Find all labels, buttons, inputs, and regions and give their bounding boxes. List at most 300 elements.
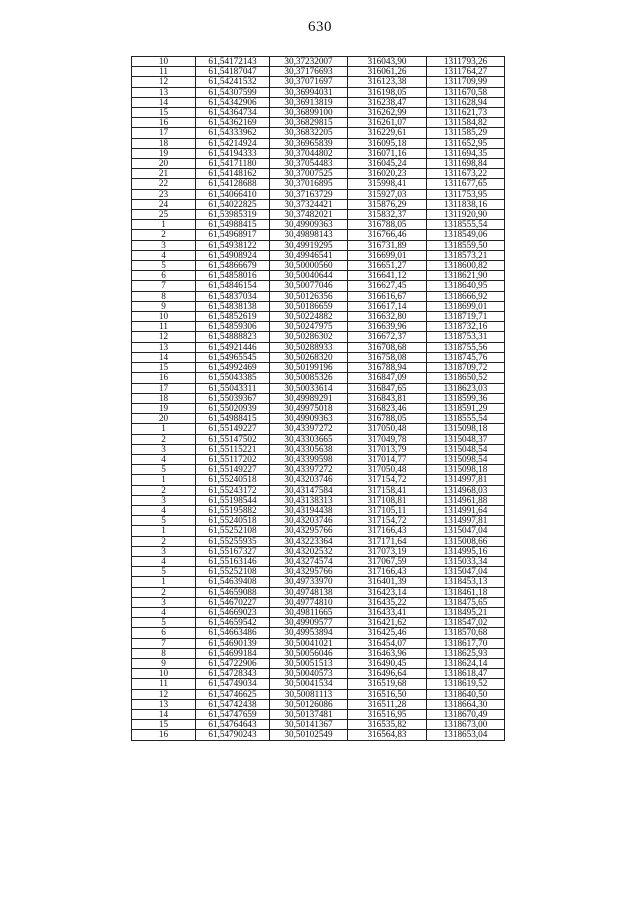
y-coordinate-cell: 1314995,16 (427, 546, 505, 556)
latitude-cell: 61,54659542 (196, 618, 270, 628)
latitude-cell: 61,54214924 (196, 138, 270, 148)
point-number-cell: 5 (132, 465, 196, 475)
point-number-cell: 3 (132, 546, 196, 556)
point-number-cell: 1 (132, 424, 196, 434)
latitude-cell: 61,55147502 (196, 434, 270, 444)
x-coordinate-cell: 316516,95 (348, 710, 427, 720)
y-coordinate-cell: 1318495,21 (427, 607, 505, 617)
point-number-cell: 9 (132, 301, 196, 311)
longitude-cell: 30,36832205 (270, 128, 348, 138)
x-coordinate-cell: 316632,80 (348, 312, 427, 322)
latitude-cell: 61,55149227 (196, 465, 270, 475)
point-number-cell: 3 (132, 444, 196, 454)
y-coordinate-cell: 1311920,90 (427, 210, 505, 220)
y-coordinate-cell: 1318618,47 (427, 669, 505, 679)
table-row (132, 638, 505, 648)
point-number-cell: 5 (132, 261, 196, 271)
latitude-cell: 61,54342906 (196, 97, 270, 107)
longitude-cell: 30,43138313 (270, 495, 348, 505)
y-coordinate-cell: 1318640,95 (427, 281, 505, 291)
x-coordinate-cell: 316061,26 (348, 67, 427, 77)
longitude-cell: 30,50268320 (270, 352, 348, 362)
table-row (132, 720, 505, 730)
point-number-cell: 16 (132, 373, 196, 383)
point-number-cell: 12 (132, 689, 196, 699)
longitude-cell: 30,50126356 (270, 291, 348, 301)
longitude-cell: 30,50186659 (270, 301, 348, 311)
x-coordinate-cell: 316651,27 (348, 261, 427, 271)
page-number: 630 (308, 19, 332, 35)
table-row (132, 689, 505, 699)
latitude-cell: 61,54888823 (196, 332, 270, 342)
x-coordinate-cell: 317158,41 (348, 485, 427, 495)
x-coordinate-cell: 316708,68 (348, 342, 427, 352)
longitude-cell: 30,49748138 (270, 587, 348, 597)
latitude-cell: 61,54846154 (196, 281, 270, 291)
table-row (132, 669, 505, 679)
latitude-cell: 61,54968917 (196, 230, 270, 240)
y-coordinate-cell: 1318650,52 (427, 373, 505, 383)
latitude-cell: 61,54663486 (196, 628, 270, 638)
y-coordinate-cell: 1311584,82 (427, 118, 505, 128)
x-coordinate-cell: 317049,78 (348, 434, 427, 444)
y-coordinate-cell: 1314997,81 (427, 516, 505, 526)
longitude-cell: 30,50051513 (270, 658, 348, 668)
table-row (132, 444, 505, 454)
y-coordinate-cell: 1318640,50 (427, 689, 505, 699)
table-row (132, 475, 505, 485)
point-number-cell: 5 (132, 516, 196, 526)
y-coordinate-cell: 1318623,03 (427, 383, 505, 393)
table-row (132, 710, 505, 720)
table-row (132, 383, 505, 393)
point-number-cell: 1 (132, 220, 196, 230)
y-coordinate-cell: 1318555,54 (427, 414, 505, 424)
latitude-cell: 61,55252108 (196, 567, 270, 577)
y-coordinate-cell: 1318549,06 (427, 230, 505, 240)
y-coordinate-cell: 1311764,27 (427, 67, 505, 77)
table-row (132, 322, 505, 332)
latitude-cell: 61,54988415 (196, 220, 270, 230)
point-number-cell: 10 (132, 312, 196, 322)
longitude-cell: 30,43305638 (270, 444, 348, 454)
y-coordinate-cell: 1318653,04 (427, 730, 505, 740)
point-number-cell: 8 (132, 648, 196, 658)
point-number-cell: 4 (132, 250, 196, 260)
longitude-cell: 30,37482021 (270, 210, 348, 220)
longitude-cell: 30,36965839 (270, 138, 348, 148)
point-number-cell: 4 (132, 505, 196, 515)
longitude-cell: 30,37054483 (270, 159, 348, 169)
longitude-cell: 30,37016895 (270, 179, 348, 189)
x-coordinate-cell: 316261,07 (348, 118, 427, 128)
table-row (132, 67, 505, 77)
longitude-cell: 30,50000560 (270, 261, 348, 271)
latitude-cell: 61,55243172 (196, 485, 270, 495)
point-number-cell: 3 (132, 597, 196, 607)
x-coordinate-cell: 316843,81 (348, 393, 427, 403)
latitude-cell: 61,54921446 (196, 342, 270, 352)
table-row (132, 495, 505, 505)
point-number-cell: 5 (132, 567, 196, 577)
point-number-cell: 7 (132, 638, 196, 648)
point-number-cell: 17 (132, 128, 196, 138)
latitude-cell: 61,54838138 (196, 301, 270, 311)
longitude-cell: 30,50041021 (270, 638, 348, 648)
y-coordinate-cell: 1318666,92 (427, 291, 505, 301)
y-coordinate-cell: 1318664,30 (427, 699, 505, 709)
point-number-cell: 4 (132, 454, 196, 464)
longitude-cell: 30,50286302 (270, 332, 348, 342)
longitude-cell: 30,50085326 (270, 373, 348, 383)
point-number-cell: 2 (132, 536, 196, 546)
latitude-cell: 61,54307599 (196, 87, 270, 97)
x-coordinate-cell: 316535,82 (348, 720, 427, 730)
table-row (132, 465, 505, 475)
longitude-cell: 30,50033614 (270, 383, 348, 393)
longitude-cell: 30,50126086 (270, 699, 348, 709)
x-coordinate-cell: 316511,28 (348, 699, 427, 709)
point-number-cell: 15 (132, 108, 196, 118)
y-coordinate-cell: 1311585,29 (427, 128, 505, 138)
y-coordinate-cell: 1311698,84 (427, 159, 505, 169)
x-coordinate-cell: 316641,12 (348, 271, 427, 281)
point-number-cell: 5 (132, 618, 196, 628)
longitude-cell: 30,37176693 (270, 67, 348, 77)
table-row (132, 138, 505, 148)
latitude-cell: 61,54938122 (196, 240, 270, 250)
point-number-cell: 3 (132, 240, 196, 250)
longitude-cell: 30,37044802 (270, 148, 348, 158)
latitude-cell: 61,55240518 (196, 516, 270, 526)
x-coordinate-cell: 316847,09 (348, 373, 427, 383)
x-coordinate-cell: 316454,07 (348, 638, 427, 648)
x-coordinate-cell: 316617,14 (348, 301, 427, 311)
latitude-cell: 61,54866679 (196, 261, 270, 271)
y-coordinate-cell: 1318559,50 (427, 240, 505, 250)
latitude-cell: 61,54364734 (196, 108, 270, 118)
longitude-cell: 30,43194438 (270, 505, 348, 515)
x-coordinate-cell: 316847,65 (348, 383, 427, 393)
x-coordinate-cell: 317154,72 (348, 516, 427, 526)
table-row (132, 567, 505, 577)
latitude-cell: 61,54022825 (196, 199, 270, 209)
y-coordinate-cell: 1311628,94 (427, 97, 505, 107)
point-number-cell: 25 (132, 210, 196, 220)
table-row (132, 148, 505, 158)
point-number-cell: 14 (132, 352, 196, 362)
x-coordinate-cell: 316020,23 (348, 169, 427, 179)
latitude-cell: 61,54194333 (196, 148, 270, 158)
latitude-cell: 61,54639408 (196, 577, 270, 587)
longitude-cell: 30,37071697 (270, 77, 348, 87)
latitude-cell: 61,54128688 (196, 179, 270, 189)
longitude-cell: 30,37324421 (270, 199, 348, 209)
y-coordinate-cell: 1318461,18 (427, 587, 505, 597)
x-coordinate-cell: 316421,62 (348, 618, 427, 628)
latitude-cell: 61,54241532 (196, 77, 270, 87)
longitude-cell: 30,43397272 (270, 424, 348, 434)
latitude-cell: 61,54066410 (196, 189, 270, 199)
x-coordinate-cell: 316496,64 (348, 669, 427, 679)
latitude-cell: 61,55117202 (196, 454, 270, 464)
y-coordinate-cell: 1311838,16 (427, 199, 505, 209)
x-coordinate-cell: 316238,47 (348, 97, 427, 107)
longitude-cell: 30,50056046 (270, 648, 348, 658)
point-number-cell: 12 (132, 77, 196, 87)
table-row (132, 97, 505, 107)
longitude-cell: 30,49953894 (270, 628, 348, 638)
point-number-cell: 17 (132, 383, 196, 393)
x-coordinate-cell: 316823,46 (348, 403, 427, 413)
latitude-cell: 61,55255935 (196, 536, 270, 546)
point-number-cell: 2 (132, 485, 196, 495)
table-row (132, 607, 505, 617)
latitude-cell: 61,54333962 (196, 128, 270, 138)
table-row (132, 414, 505, 424)
y-coordinate-cell: 1315098,54 (427, 454, 505, 464)
x-coordinate-cell: 315927,03 (348, 189, 427, 199)
latitude-cell: 61,55198544 (196, 495, 270, 505)
table-row (132, 159, 505, 169)
longitude-cell: 30,43295766 (270, 567, 348, 577)
y-coordinate-cell: 1318709,72 (427, 363, 505, 373)
table-row (132, 536, 505, 546)
y-coordinate-cell: 1318475,65 (427, 597, 505, 607)
table-row (132, 87, 505, 97)
latitude-cell: 61,54764643 (196, 720, 270, 730)
y-coordinate-cell: 1311677,65 (427, 179, 505, 189)
y-coordinate-cell: 1315048,37 (427, 434, 505, 444)
point-number-cell: 6 (132, 271, 196, 281)
latitude-cell: 61,54965545 (196, 352, 270, 362)
table-row (132, 403, 505, 413)
x-coordinate-cell: 316731,89 (348, 240, 427, 250)
point-number-cell: 14 (132, 710, 196, 720)
table-row (132, 556, 505, 566)
y-coordinate-cell: 1315033,34 (427, 556, 505, 566)
table-row (132, 250, 505, 260)
point-number-cell: 16 (132, 730, 196, 740)
point-number-cell: 15 (132, 720, 196, 730)
y-coordinate-cell: 1318573,21 (427, 250, 505, 260)
x-coordinate-cell: 316758,08 (348, 352, 427, 362)
latitude-cell: 61,54749034 (196, 679, 270, 689)
x-coordinate-cell: 316435,22 (348, 597, 427, 607)
table-row (132, 291, 505, 301)
longitude-cell: 30,50077046 (270, 281, 348, 291)
longitude-cell: 30,43295766 (270, 526, 348, 536)
latitude-cell: 61,55252108 (196, 526, 270, 536)
x-coordinate-cell: 317050,48 (348, 424, 427, 434)
table-row (132, 373, 505, 383)
latitude-cell: 61,54837034 (196, 291, 270, 301)
point-number-cell: 2 (132, 587, 196, 597)
point-number-cell: 18 (132, 138, 196, 148)
longitude-cell: 30,43303665 (270, 434, 348, 444)
latitude-cell: 61,55195882 (196, 505, 270, 515)
latitude-cell: 61,55115221 (196, 444, 270, 454)
longitude-cell: 30,36899100 (270, 108, 348, 118)
y-coordinate-cell: 1315008,66 (427, 536, 505, 546)
y-coordinate-cell: 1314997,81 (427, 475, 505, 485)
y-coordinate-cell: 1318624,14 (427, 658, 505, 668)
table-row (132, 230, 505, 240)
longitude-cell: 30,43399598 (270, 454, 348, 464)
y-coordinate-cell: 1315098,18 (427, 424, 505, 434)
y-coordinate-cell: 1314991,64 (427, 505, 505, 515)
point-number-cell: 13 (132, 699, 196, 709)
latitude-cell: 61,54742438 (196, 699, 270, 709)
table-row (132, 730, 505, 740)
longitude-cell: 30,37163729 (270, 189, 348, 199)
y-coordinate-cell: 1318591,29 (427, 403, 505, 413)
table-row (132, 648, 505, 658)
latitude-cell: 61,54858016 (196, 271, 270, 281)
longitude-cell: 30,50081113 (270, 689, 348, 699)
point-number-cell: 18 (132, 393, 196, 403)
latitude-cell: 61,54722906 (196, 658, 270, 668)
longitude-cell: 30,49975018 (270, 403, 348, 413)
latitude-cell: 61,54690139 (196, 638, 270, 648)
x-coordinate-cell: 316229,61 (348, 128, 427, 138)
longitude-cell: 30,49909363 (270, 220, 348, 230)
y-coordinate-cell: 1311753,95 (427, 189, 505, 199)
longitude-cell: 30,50199196 (270, 363, 348, 373)
longitude-cell: 30,43274574 (270, 556, 348, 566)
latitude-cell: 61,54187047 (196, 67, 270, 77)
table-row (132, 108, 505, 118)
longitude-cell: 30,43397272 (270, 465, 348, 475)
point-number-cell: 21 (132, 169, 196, 179)
longitude-cell: 30,50040573 (270, 669, 348, 679)
point-number-cell: 11 (132, 67, 196, 77)
table-row (132, 505, 505, 515)
table-row (132, 77, 505, 87)
table-row (132, 271, 505, 281)
x-coordinate-cell: 316672,37 (348, 332, 427, 342)
x-coordinate-cell: 316516,50 (348, 689, 427, 699)
table-row (132, 577, 505, 587)
point-number-cell: 22 (132, 179, 196, 189)
table-row (132, 454, 505, 464)
longitude-cell: 30,49989291 (270, 393, 348, 403)
point-number-cell: 11 (132, 679, 196, 689)
y-coordinate-cell: 1315047,04 (427, 567, 505, 577)
y-coordinate-cell: 1315047,04 (427, 526, 505, 536)
longitude-cell: 30,50141367 (270, 720, 348, 730)
y-coordinate-cell: 1311670,58 (427, 87, 505, 97)
table-row (132, 485, 505, 495)
table-row (132, 189, 505, 199)
table-row (132, 301, 505, 311)
x-coordinate-cell: 316519,68 (348, 679, 427, 689)
longitude-cell: 30,49909363 (270, 414, 348, 424)
latitude-cell: 61,54728343 (196, 669, 270, 679)
longitude-cell: 30,36994031 (270, 87, 348, 97)
table-row (132, 128, 505, 138)
point-number-cell: 15 (132, 363, 196, 373)
latitude-cell: 61,54992469 (196, 363, 270, 373)
x-coordinate-cell: 317050,48 (348, 465, 427, 475)
point-number-cell: 1 (132, 526, 196, 536)
latitude-cell: 61,54747659 (196, 710, 270, 720)
latitude-cell: 61,54790243 (196, 730, 270, 740)
longitude-cell: 30,50137481 (270, 710, 348, 720)
table-row (132, 352, 505, 362)
y-coordinate-cell: 1318555,54 (427, 220, 505, 230)
x-coordinate-cell: 317073,19 (348, 546, 427, 556)
x-coordinate-cell: 317067,59 (348, 556, 427, 566)
table-row (132, 699, 505, 709)
x-coordinate-cell: 315998,41 (348, 179, 427, 189)
longitude-cell: 30,50040644 (270, 271, 348, 281)
latitude-cell: 61,54148162 (196, 169, 270, 179)
x-coordinate-cell: 316766,46 (348, 230, 427, 240)
x-coordinate-cell: 316071,16 (348, 148, 427, 158)
longitude-cell: 30,43202532 (270, 546, 348, 556)
table-row (132, 169, 505, 179)
table-row (132, 597, 505, 607)
x-coordinate-cell: 317014,77 (348, 454, 427, 464)
longitude-cell: 30,43147584 (270, 485, 348, 495)
point-number-cell: 13 (132, 342, 196, 352)
table-row (132, 220, 505, 230)
y-coordinate-cell: 1311709,99 (427, 77, 505, 87)
longitude-cell: 30,36829815 (270, 118, 348, 128)
latitude-cell: 61,54988415 (196, 414, 270, 424)
table-row (132, 199, 505, 209)
table-row (132, 281, 505, 291)
point-number-cell: 8 (132, 291, 196, 301)
latitude-cell: 61,54699184 (196, 648, 270, 658)
y-coordinate-cell: 1318699,01 (427, 301, 505, 311)
table-row (132, 57, 505, 67)
x-coordinate-cell: 316699,01 (348, 250, 427, 260)
y-coordinate-cell: 1311694,35 (427, 148, 505, 158)
latitude-cell: 61,55167327 (196, 546, 270, 556)
table-row (132, 424, 505, 434)
table-row (132, 434, 505, 444)
latitude-cell: 61,54670227 (196, 597, 270, 607)
point-number-cell: 20 (132, 414, 196, 424)
longitude-cell: 30,49811665 (270, 607, 348, 617)
point-number-cell: 1 (132, 475, 196, 485)
longitude-cell: 30,43223364 (270, 536, 348, 546)
y-coordinate-cell: 1318745,76 (427, 352, 505, 362)
x-coordinate-cell: 317154,72 (348, 475, 427, 485)
point-number-cell: 6 (132, 628, 196, 638)
point-number-cell: 3 (132, 495, 196, 505)
latitude-cell: 61,55240518 (196, 475, 270, 485)
table-row (132, 240, 505, 250)
y-coordinate-cell: 1318732,16 (427, 322, 505, 332)
longitude-cell: 30,43203746 (270, 516, 348, 526)
coordinates-table (131, 56, 505, 741)
y-coordinate-cell: 1318599,36 (427, 393, 505, 403)
point-number-cell: 4 (132, 607, 196, 617)
x-coordinate-cell: 317013,79 (348, 444, 427, 454)
latitude-cell: 61,54171180 (196, 159, 270, 169)
longitude-cell: 30,49774810 (270, 597, 348, 607)
y-coordinate-cell: 1318547,02 (427, 618, 505, 628)
point-number-cell: 14 (132, 97, 196, 107)
longitude-cell: 30,50102549 (270, 730, 348, 740)
y-coordinate-cell: 1311673,22 (427, 169, 505, 179)
table-row (132, 587, 505, 597)
point-number-cell: 10 (132, 57, 196, 67)
y-coordinate-cell: 1318570,68 (427, 628, 505, 638)
